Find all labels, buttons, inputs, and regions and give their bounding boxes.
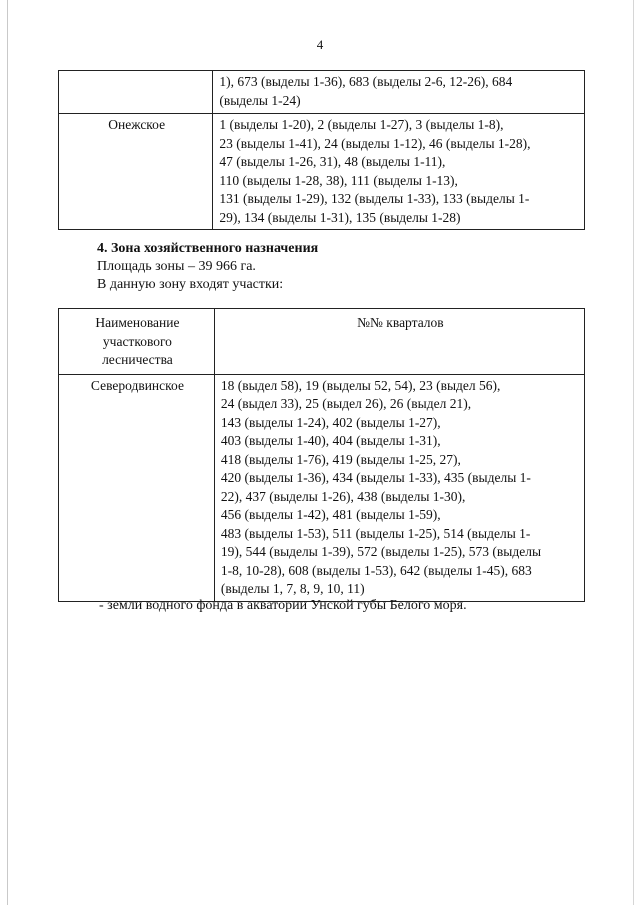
quarters-line: 47 (выделы 1-26, 31), 48 (выделы 1-11),	[219, 154, 446, 169]
table-header-row	[59, 309, 585, 375]
zone-area-text: Площадь зоны – 39 966 га.	[97, 259, 256, 274]
quarters-line: 1), 673 (выделы 1-36), 683 (выделы 2-6, 12-26), 684	[219, 74, 513, 89]
header-line: лесничества	[102, 352, 173, 367]
header-line: участкового	[102, 333, 172, 349]
forestry-table-continued	[58, 70, 585, 230]
quarters-line: 403 (выделы 1-40), 404 (выделы 1-31),	[220, 433, 441, 448]
quarters-cell	[214, 374, 584, 601]
quarters-cell	[213, 71, 585, 114]
district-name-cell	[59, 114, 213, 230]
page-edge-right	[633, 0, 634, 905]
district-name-cell	[59, 71, 213, 114]
quarters-line: 131 (выделы 1-29), 132 (выделы 1-33), 133 (выделы 1-	[219, 191, 530, 206]
quarters-line: (выделы 1, 7, 8, 9, 10, 11)	[220, 581, 365, 596]
forestry-table	[58, 308, 585, 602]
quarters-line: 456 (выделы 1-42), 481 (выделы 1-59),	[220, 507, 441, 522]
header-quarters-cell	[214, 309, 584, 375]
district-name: Северодвинское	[90, 377, 184, 393]
quarters-line: 418 (выделы 1-76), 419 (выделы 1-25, 27),	[220, 451, 461, 467]
quarters-line: (выделы 1-24)	[219, 92, 301, 108]
quarters-line: 23 (выделы 1-41), 24 (выделы 1-12), 46 (выделы 1-28),	[219, 135, 531, 151]
quarters-line: 22), 437 (выделы 1-26), 438 (выделы 1-30),	[220, 488, 466, 504]
header-district-cell	[59, 309, 215, 375]
district-name-cell	[59, 374, 215, 601]
quarters-line: 1 (выделы 1-20), 2 (выделы 1-27), 3 (выделы 1-8),	[219, 117, 504, 132]
quarters-line: 420 (выделы 1-36), 434 (выделы 1-33), 435 (выделы 1-	[220, 470, 531, 485]
quarters-line: 19), 544 (выделы 1-39), 572 (выделы 1-25), 573 (выделы	[220, 544, 542, 559]
header-line: Наименование	[95, 315, 180, 330]
quarters-line: 29), 134 (выделы 1-31), 135 (выделы 1-28)	[219, 209, 461, 225]
quarters-line: 483 (выделы 1-53), 511 (выделы 1-25), 514 (выделы 1-	[220, 525, 531, 541]
header-quarters-label: №№ кварталов	[357, 315, 444, 330]
quarters-line: 1-8, 10-28), 608 (выделы 1-53), 642 (выделы 1-45), 683	[220, 562, 532, 578]
zone-includes-text: В данную зону входят участки:	[97, 277, 284, 292]
water-fund-note: - земли водного фонда в акватории Унской губы Белого моря.	[99, 598, 467, 613]
table-row	[59, 114, 585, 230]
quarters-line: 143 (выделы 1-24), 402 (выделы 1-27),	[220, 414, 441, 430]
table-row	[59, 374, 585, 601]
quarters-line: 18 (выдел 58), 19 (выделы 52, 54), 23 (выдел 56),	[220, 377, 501, 393]
section-title: 4. Зона хозяйственного назначения	[97, 241, 319, 256]
district-name: Онежское	[108, 117, 166, 132]
page-edge-left	[7, 0, 8, 905]
table-row	[59, 71, 585, 114]
quarters-cell	[213, 114, 585, 230]
quarters-line: 24 (выдел 33), 25 (выдел 26), 26 (выдел 21),	[220, 396, 472, 411]
page-number: 4	[316, 37, 324, 52]
quarters-line: 110 (выделы 1-28, 38), 111 (выделы 1-13),	[219, 172, 458, 188]
